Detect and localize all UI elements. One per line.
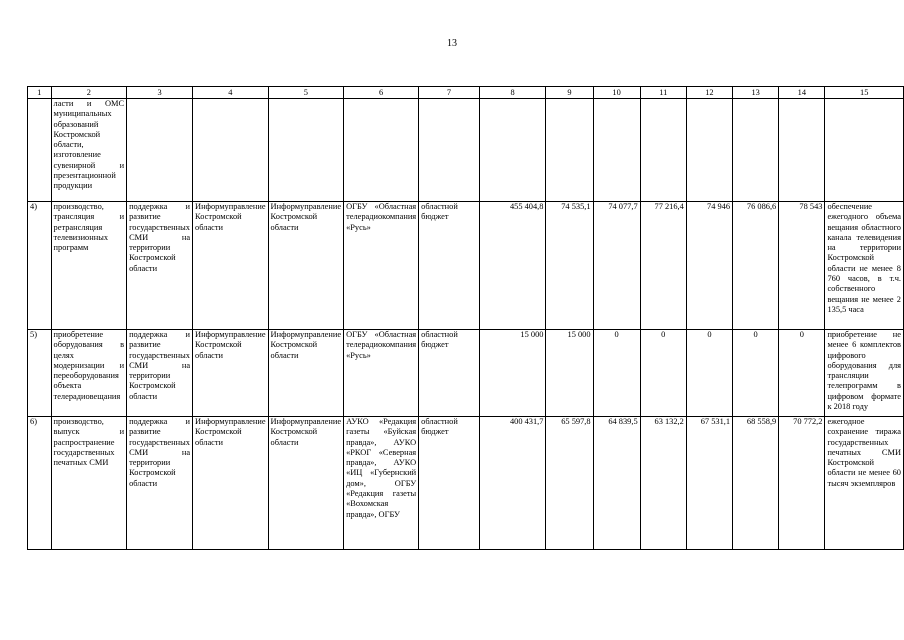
amount-year: 74 946: [686, 202, 732, 330]
amount-year: 0: [686, 330, 732, 417]
column-number: 7: [419, 87, 480, 99]
table-row: [28, 99, 904, 202]
participant: АУКО «Редакция газеты «Буйская правда», АУКО «РКОГ «Северная правда», АУКО «ИЦ «Губернский дом», ОГБУ «Редакция газеты «Вохомская правда», ОГБУ: [344, 417, 419, 550]
budget-manager: Информуправление Костромской области: [268, 202, 344, 330]
expected-result: [825, 99, 904, 202]
table-row: [28, 330, 904, 417]
amount-total: 15 000: [479, 330, 546, 417]
column-number-row: [28, 87, 904, 99]
amount-year: 77 216,4: [640, 202, 686, 330]
table-row: [28, 202, 904, 330]
amount-year: 0: [733, 330, 779, 417]
column-number: 4: [193, 87, 269, 99]
funding-source: областной бюджет: [419, 417, 480, 550]
task-name: поддержка и развитие государственных СМИ на территории Костромской области: [127, 202, 193, 330]
participant: ОГБУ «Областная телерадиокомпания «Русь»: [344, 202, 419, 330]
column-number: 15: [825, 87, 904, 99]
expected-result: приобретение не менее 6 комплектов цифрового оборудования для трансляции телепрограмм в цифровом формате к 2018 году: [825, 330, 904, 417]
amount-total: 400 431,7: [479, 417, 546, 550]
amount-year: 65 597,8: [546, 417, 593, 550]
budget-manager: [268, 99, 344, 202]
amount-year: 70 772,2: [779, 417, 825, 550]
amount-year: 0: [593, 330, 640, 417]
amount-total: [479, 99, 546, 202]
column-number: 1: [28, 87, 52, 99]
amount-year: [733, 99, 779, 202]
amount-year: 0: [640, 330, 686, 417]
column-number: 5: [268, 87, 344, 99]
amount-year: 63 132,2: [640, 417, 686, 550]
column-number: 6: [344, 87, 419, 99]
row-number: 5): [28, 330, 52, 417]
amount-year: [779, 99, 825, 202]
amount-year: [640, 99, 686, 202]
funding-source: [419, 99, 480, 202]
amount-year: [546, 99, 593, 202]
table-row: [28, 417, 904, 550]
page-number: 13: [447, 38, 457, 49]
budget-manager: Информуправление Костромской области: [268, 417, 344, 550]
row-number: 4): [28, 202, 52, 330]
row-number: 6): [28, 417, 52, 550]
responsible-executor: Информуправление Костромской области: [193, 202, 269, 330]
expected-result: ежегодное сохранение тиража государственных печатных СМИ Костромской области не менее 60 тысяч экземпляров: [825, 417, 904, 550]
amount-year: [593, 99, 640, 202]
activity-name: приобретение оборудования в целях модернизации и переоборудования объекта телерадиовещания: [51, 330, 127, 417]
activity-name: ласти и ОМС муниципальных образований Костромской области, изготовление сувенирной и презентационной продукции: [51, 99, 127, 202]
participant: ОГБУ «Областная телерадиокомпания «Русь»: [344, 330, 419, 417]
column-number: 13: [733, 87, 779, 99]
responsible-executor: Информуправление Костромской области: [193, 330, 269, 417]
row-number: [28, 99, 52, 202]
budget-manager: Информуправление Костромской области: [268, 330, 344, 417]
column-number: 10: [593, 87, 640, 99]
amount-total: 455 404,8: [479, 202, 546, 330]
column-number: 9: [546, 87, 593, 99]
task-name: поддержка и развитие государственных СМИ на территории Костромской области: [127, 417, 193, 550]
participant: [344, 99, 419, 202]
amount-year: [686, 99, 732, 202]
column-number: 2: [51, 87, 127, 99]
column-number: 8: [479, 87, 546, 99]
amount-year: 76 086,6: [733, 202, 779, 330]
budget-table: [27, 86, 904, 550]
column-number: 3: [127, 87, 193, 99]
activity-name: производство, выпуск и распространение государственных печатных СМИ: [51, 417, 127, 550]
amount-year: 78 543: [779, 202, 825, 330]
amount-year: 74 535,1: [546, 202, 593, 330]
amount-year: 0: [779, 330, 825, 417]
task-name: поддержка и развитие государственных СМИ на территории Костромской области: [127, 330, 193, 417]
activity-name: производство, трансляция и ретрансляция телевизионных программ: [51, 202, 127, 330]
task-name: [127, 99, 193, 202]
amount-year: 67 531,1: [686, 417, 732, 550]
responsible-executor: [193, 99, 269, 202]
column-number: 14: [779, 87, 825, 99]
column-number: 12: [686, 87, 732, 99]
column-number: 11: [640, 87, 686, 99]
funding-source: областной бюджет: [419, 330, 480, 417]
amount-year: 15 000: [546, 330, 593, 417]
amount-year: 64 839,5: [593, 417, 640, 550]
amount-year: 68 558,9: [733, 417, 779, 550]
expected-result: обеспечение ежегодного объема вещания областного канала телевидения на территории Костромской области не менее 8 760 часов, в т.ч. собственного вещания не менее 2 135,5 часа: [825, 202, 904, 330]
funding-source: областной бюджет: [419, 202, 480, 330]
responsible-executor: Информуправление Костромской области: [193, 417, 269, 550]
amount-year: 74 077,7: [593, 202, 640, 330]
